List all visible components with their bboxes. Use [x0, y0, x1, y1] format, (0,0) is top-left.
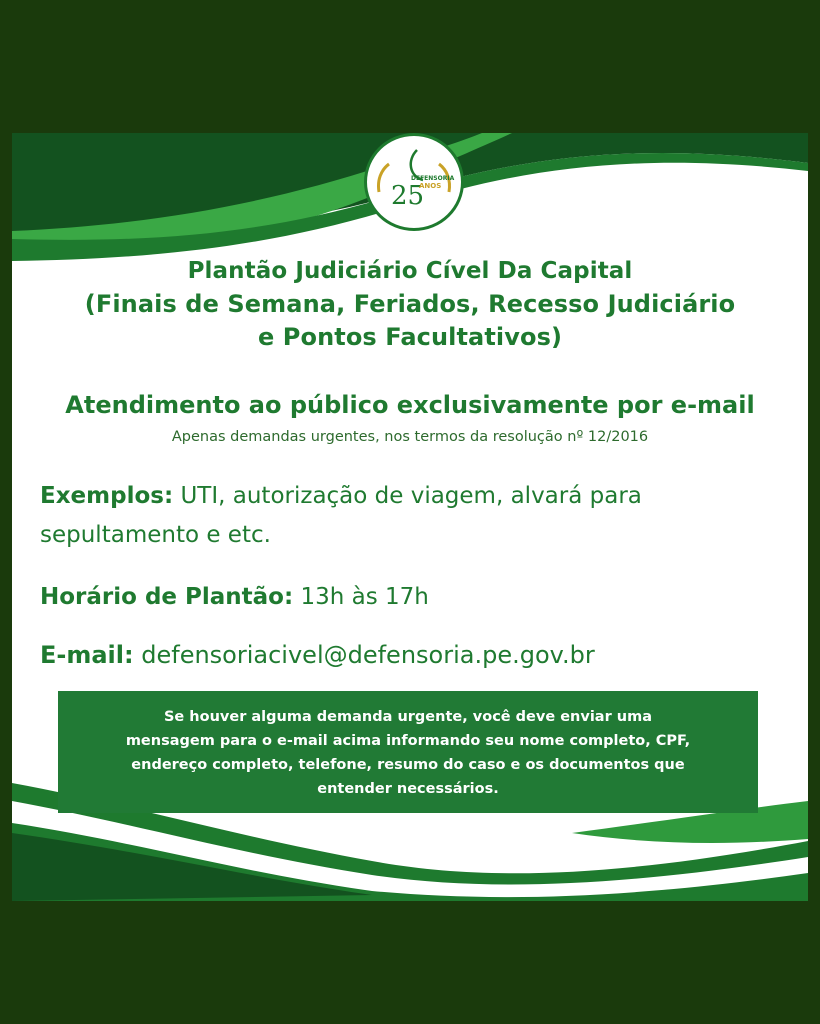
- examples-text-2: sepultamento e etc.: [40, 522, 271, 548]
- service-headline: Atendimento ao público exclusivamente por e-mail: [65, 391, 755, 419]
- urgent-notice-box: [58, 691, 758, 813]
- hours-line: [40, 584, 429, 610]
- svg-text:DEFENSORIA: DEFENSORIA: [411, 175, 455, 182]
- title-line-3: e Pontos Facultativos): [257, 323, 563, 351]
- email-line: [40, 641, 595, 669]
- defensoria-25-anos-logo: [364, 133, 464, 231]
- service-note: Apenas demandas urgentes, nos termos da resolução nº 12/2016: [171, 429, 649, 445]
- examples-text-1: UTI, autorização de viagem, alvará para: [180, 483, 642, 509]
- announcement-card: [12, 133, 808, 901]
- svg-text:ANOS: ANOS: [419, 182, 442, 190]
- notice-line-3: endereço completo, telefone, resumo do caso e os documentos que: [131, 757, 685, 773]
- laurel-icon: [378, 164, 389, 192]
- notice-line-1: Se houver alguma demanda urgente, você deve enviar uma: [163, 709, 652, 725]
- notice-line-4: entender necessários.: [317, 781, 499, 797]
- examples-label: Exemplos:: [40, 483, 174, 509]
- title-line-1: Plantão Judiciário Cível Da Capital: [187, 258, 633, 284]
- notice-line-2: mensagem para o e-mail acima informando seu nome completo, CPF,: [125, 733, 691, 749]
- email-label: E-mail:: [40, 641, 134, 669]
- svg-text:25: 25: [391, 181, 425, 211]
- hours-value: 13h às 17h: [300, 584, 429, 610]
- title-line-2: (Finais de Semana, Feriados, Recesso Judiciário: [84, 290, 736, 318]
- hours-label: Horário de Plantão:: [40, 584, 294, 610]
- examples-line: [40, 483, 642, 509]
- email-value: defensoriacivel@defensoria.pe.gov.br: [141, 641, 595, 669]
- page-title: [12, 255, 808, 354]
